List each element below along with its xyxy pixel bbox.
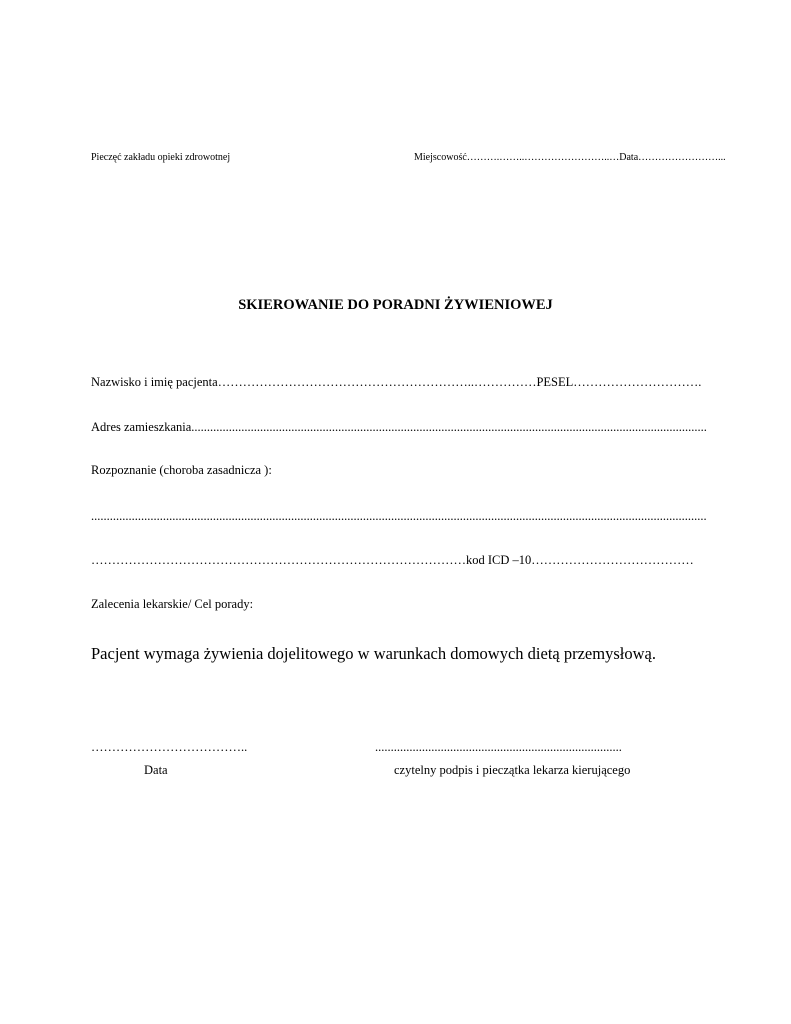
signature-label: czytelny podpis i pieczątka lekarza kierującego xyxy=(394,763,631,777)
page-title: SKIEROWANIE DO PORADNI ŻYWIENIOWEJ xyxy=(238,297,553,313)
diagnosis-dotted-line: ..................................................................................................................................................................................................... xyxy=(91,509,707,523)
address-line: Adres zamieszkania..................................................................................................................................................................... xyxy=(91,420,707,434)
place-date-line: Miejscowość……….……..……………………..…Data……………………... xyxy=(414,152,726,163)
patient-name-pesel-line: Nazwisko i imię pacjenta……………………………………………………..……………PESEL…………………………. xyxy=(91,375,702,389)
date-label: Data xyxy=(144,763,168,777)
date-dotted-line: ……………………………….. xyxy=(91,740,248,754)
icd-code-line: ………………………………………………………………………………kod ICD –10………………………………… xyxy=(91,553,694,567)
diagnosis-label: Rozpoznanie (choroba zasadnicza ): xyxy=(91,463,272,477)
signature-dotted-line: ............................................................................... xyxy=(375,740,622,754)
stamp-label: Pieczęć zakładu opieki zdrowotnej xyxy=(91,152,231,163)
recommendation-text: Pacjent wymaga żywienia dojelitowego w warunkach domowych dietą przemysłową. xyxy=(91,644,656,663)
recommendations-label: Zalecenia lekarskie/ Cel porady: xyxy=(91,597,254,611)
